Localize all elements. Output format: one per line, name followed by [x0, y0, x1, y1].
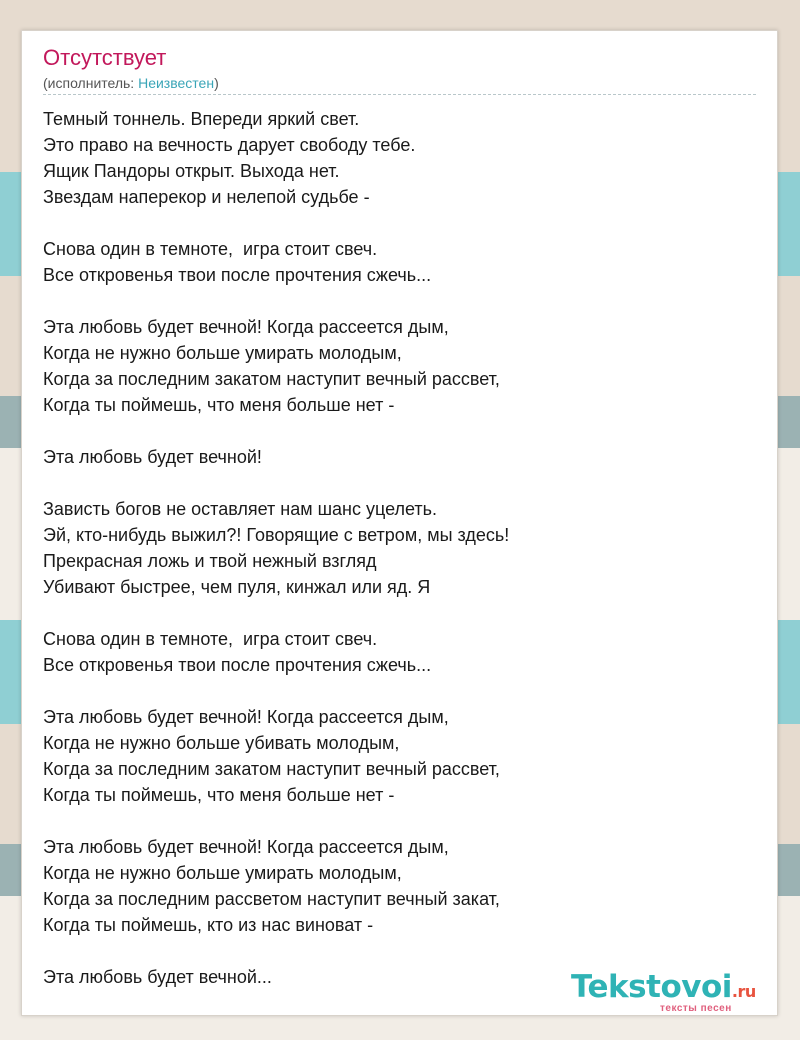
- lyrics-line: Убивают быстрее, чем пуля, кинжал или яд. Я: [43, 577, 431, 597]
- lyrics-blank-line: [43, 938, 743, 964]
- logo-tagline: тексты песен: [660, 1003, 732, 1014]
- artist-link[interactable]: Неизвестен: [138, 75, 215, 91]
- lyrics-line: Когда ты поймешь, что меня больше нет -: [43, 785, 395, 805]
- logo-tld: .ru: [731, 982, 756, 1001]
- lyrics-line: Эта любовь будет вечной!: [43, 447, 262, 467]
- lyrics-line: Эта любовь будет вечной...: [43, 967, 272, 987]
- lyrics-line: Когда за последним рассветом наступит вечный закат,: [43, 889, 500, 909]
- lyrics-line: Зависть богов не оставляет нам шанс уцелеть.: [43, 499, 438, 519]
- lyrics-card: [21, 30, 778, 1016]
- logo-main-text: Tekstovoi: [571, 969, 732, 1005]
- artist-suffix: ): [214, 75, 219, 91]
- lyrics-line: Когда не нужно больше умирать молодым,: [43, 863, 402, 883]
- lyrics-line: Темный тоннель. Впереди яркий свет.: [43, 109, 360, 129]
- song-title: Отсутствует: [43, 45, 167, 70]
- artist-prefix: (исполнитель:: [43, 75, 139, 91]
- lyrics-blank-line: [43, 470, 743, 496]
- lyrics-line: Эта любовь будет вечной! Когда рассеется дым,: [43, 317, 449, 337]
- title-divider: [43, 94, 756, 95]
- lyrics-line: Когда ты поймешь, кто из нас виноват -: [43, 915, 374, 935]
- lyrics-blank-line: [43, 808, 743, 834]
- lyrics-blank-line: [43, 600, 743, 626]
- lyrics-line: Все откровенья твои после прочтения сжечь...: [43, 655, 432, 675]
- lyrics-line: Снова один в темноте, игра стоит свеч.: [43, 629, 378, 649]
- lyrics-line: Это право на вечность дарует свободу тебе.: [43, 135, 416, 155]
- lyrics-line: Снова один в темноте, игра стоит свеч.: [43, 239, 378, 259]
- lyrics-line: Когда ты поймешь, что меня больше нет -: [43, 395, 395, 415]
- lyrics-line: Эта любовь будет вечной! Когда рассеется дым,: [43, 837, 449, 857]
- lyrics-line: Ящик Пандоры открыт. Выхода нет.: [43, 161, 340, 181]
- lyrics-line: Прекрасная ложь и твой нежный взгляд: [43, 551, 377, 571]
- lyrics-line: Звездам наперекор и нелепой судьбе -: [43, 187, 370, 207]
- site-logo[interactable]: [571, 969, 781, 1017]
- artist-line: [43, 75, 219, 91]
- lyrics-line: Эта любовь будет вечной! Когда рассеется дым,: [43, 707, 449, 727]
- lyrics-line: Когда не нужно больше умирать молодым,: [43, 343, 402, 363]
- lyrics-blank-line: [43, 210, 743, 236]
- lyrics-line: Когда за последним закатом наступит вечный рассвет,: [43, 369, 500, 389]
- lyrics-line: Когда за последним закатом наступит вечный рассвет,: [43, 759, 500, 779]
- lyrics-blank-line: [43, 418, 743, 444]
- lyrics-blank-line: [43, 678, 743, 704]
- lyrics-text: [43, 106, 743, 990]
- lyrics-line: Все откровенья твои после прочтения сжечь...: [43, 265, 432, 285]
- lyrics-blank-line: [43, 288, 743, 314]
- lyrics-line: Когда не нужно больше убивать молодым,: [43, 733, 400, 753]
- lyrics-line: Эй, кто-нибудь выжил?! Говорящие с ветром, мы здесь!: [43, 525, 510, 545]
